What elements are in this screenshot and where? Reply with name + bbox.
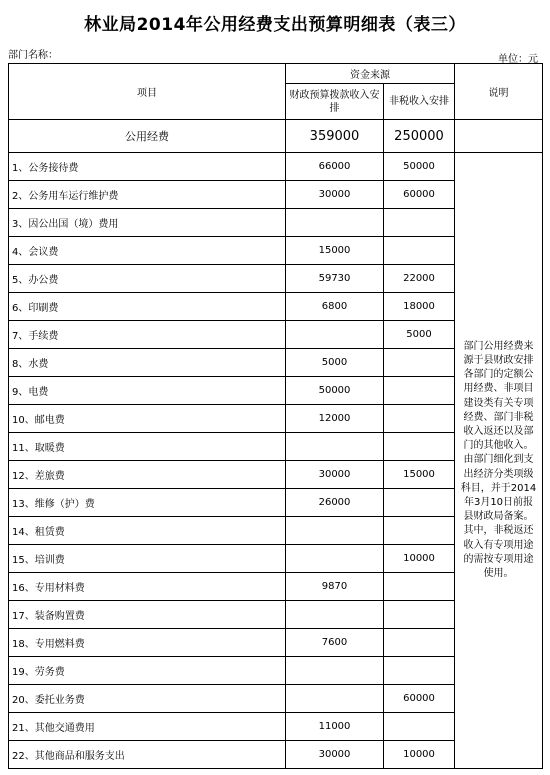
nontax-amount: 50000 <box>384 153 455 181</box>
item-name: 12、差旅费 <box>9 461 286 489</box>
item-name: 18、专用燃料费 <box>9 629 286 657</box>
nontax-amount: 10000 <box>384 545 455 573</box>
fiscal-amount <box>286 433 384 461</box>
header-row-1 <box>9 64 543 84</box>
nontax-amount <box>384 349 455 377</box>
total-row <box>9 120 543 153</box>
header-fiscal-allocation: 财政预算拨款收入安排 <box>286 84 384 120</box>
item-name: 22、其他商品和服务支出 <box>9 741 286 769</box>
note-cell: 部门公用经费来源于县财政安排各部门的定额公用经费、非项目建设类有关专项经费、部门非税收入返还以及部门的其他收入。由部门细化到支出经济分类项级科目，并于2014年3月10日前报县财政局备案。其中，非税返还收入有专项用途的需按专项用途使用。 <box>455 153 543 769</box>
total-nontax: 250000 <box>384 120 455 153</box>
nontax-amount: 10000 <box>384 741 455 769</box>
item-name: 14、租赁费 <box>9 517 286 545</box>
item-name: 4、会议费 <box>9 237 286 265</box>
fiscal-amount: 26000 <box>286 489 384 517</box>
item-name: 3、因公出国（境）费用 <box>9 209 286 237</box>
fiscal-amount <box>286 545 384 573</box>
fiscal-amount <box>286 601 384 629</box>
header-nontax-income: 非税收入安排 <box>384 84 455 120</box>
nontax-amount <box>384 433 455 461</box>
fiscal-amount: 9870 <box>286 573 384 601</box>
nontax-amount <box>384 657 455 685</box>
fiscal-amount <box>286 517 384 545</box>
item-name: 1、公务接待费 <box>9 153 286 181</box>
fiscal-amount: 66000 <box>286 153 384 181</box>
item-name: 11、取暖费 <box>9 433 286 461</box>
item-name: 21、其他交通费用 <box>9 713 286 741</box>
item-name: 20、委托业务费 <box>9 685 286 713</box>
fiscal-amount: 11000 <box>286 713 384 741</box>
fiscal-amount: 6800 <box>286 293 384 321</box>
item-name: 16、专用材料费 <box>9 573 286 601</box>
nontax-amount <box>384 517 455 545</box>
item-name: 8、水费 <box>9 349 286 377</box>
item-name: 13、维修（护）费 <box>9 489 286 517</box>
nontax-amount: 60000 <box>384 685 455 713</box>
nontax-amount <box>384 405 455 433</box>
item-name: 19、劳务费 <box>9 657 286 685</box>
nontax-amount <box>384 377 455 405</box>
item-name: 7、手续费 <box>9 321 286 349</box>
nontax-amount: 22000 <box>384 265 455 293</box>
fiscal-amount: 12000 <box>286 405 384 433</box>
item-name: 2、公务用车运行维护费 <box>9 181 286 209</box>
fiscal-amount <box>286 657 384 685</box>
fiscal-amount: 7600 <box>286 629 384 657</box>
total-label: 公用经费 <box>9 120 286 153</box>
item-name: 5、办公费 <box>9 265 286 293</box>
nontax-amount <box>384 713 455 741</box>
fiscal-amount <box>286 321 384 349</box>
fiscal-amount: 59730 <box>286 265 384 293</box>
item-name: 9、电费 <box>9 377 286 405</box>
nontax-amount <box>384 601 455 629</box>
department-label: 部门名称： <box>8 50 58 61</box>
fiscal-amount <box>286 209 384 237</box>
page-title: 林业局2014年公用经费支出预算明细表（表三） <box>84 15 466 35</box>
fiscal-amount: 30000 <box>286 741 384 769</box>
unit-label: 单位：元 <box>498 54 538 65</box>
total-fiscal: 359000 <box>286 120 384 153</box>
nontax-amount <box>384 629 455 657</box>
fiscal-amount: 5000 <box>286 349 384 377</box>
nontax-amount: 15000 <box>384 461 455 489</box>
table-row <box>9 153 543 181</box>
item-name: 17、装备购置费 <box>9 601 286 629</box>
nontax-amount <box>384 209 455 237</box>
fiscal-amount: 30000 <box>286 461 384 489</box>
total-note <box>455 120 543 153</box>
fiscal-amount: 30000 <box>286 181 384 209</box>
nontax-amount <box>384 573 455 601</box>
header-item: 项目 <box>9 64 286 120</box>
nontax-amount: 60000 <box>384 181 455 209</box>
header-fund-source: 资金来源 <box>286 64 455 84</box>
nontax-amount: 5000 <box>384 321 455 349</box>
fiscal-amount: 15000 <box>286 237 384 265</box>
budget-table <box>8 63 543 769</box>
fiscal-amount <box>286 685 384 713</box>
fiscal-amount: 50000 <box>286 377 384 405</box>
header-note: 说明 <box>455 64 543 120</box>
item-name: 15、培训费 <box>9 545 286 573</box>
item-name: 6、印刷费 <box>9 293 286 321</box>
nontax-amount <box>384 237 455 265</box>
nontax-amount <box>384 489 455 517</box>
nontax-amount: 18000 <box>384 293 455 321</box>
item-name: 10、邮电费 <box>9 405 286 433</box>
